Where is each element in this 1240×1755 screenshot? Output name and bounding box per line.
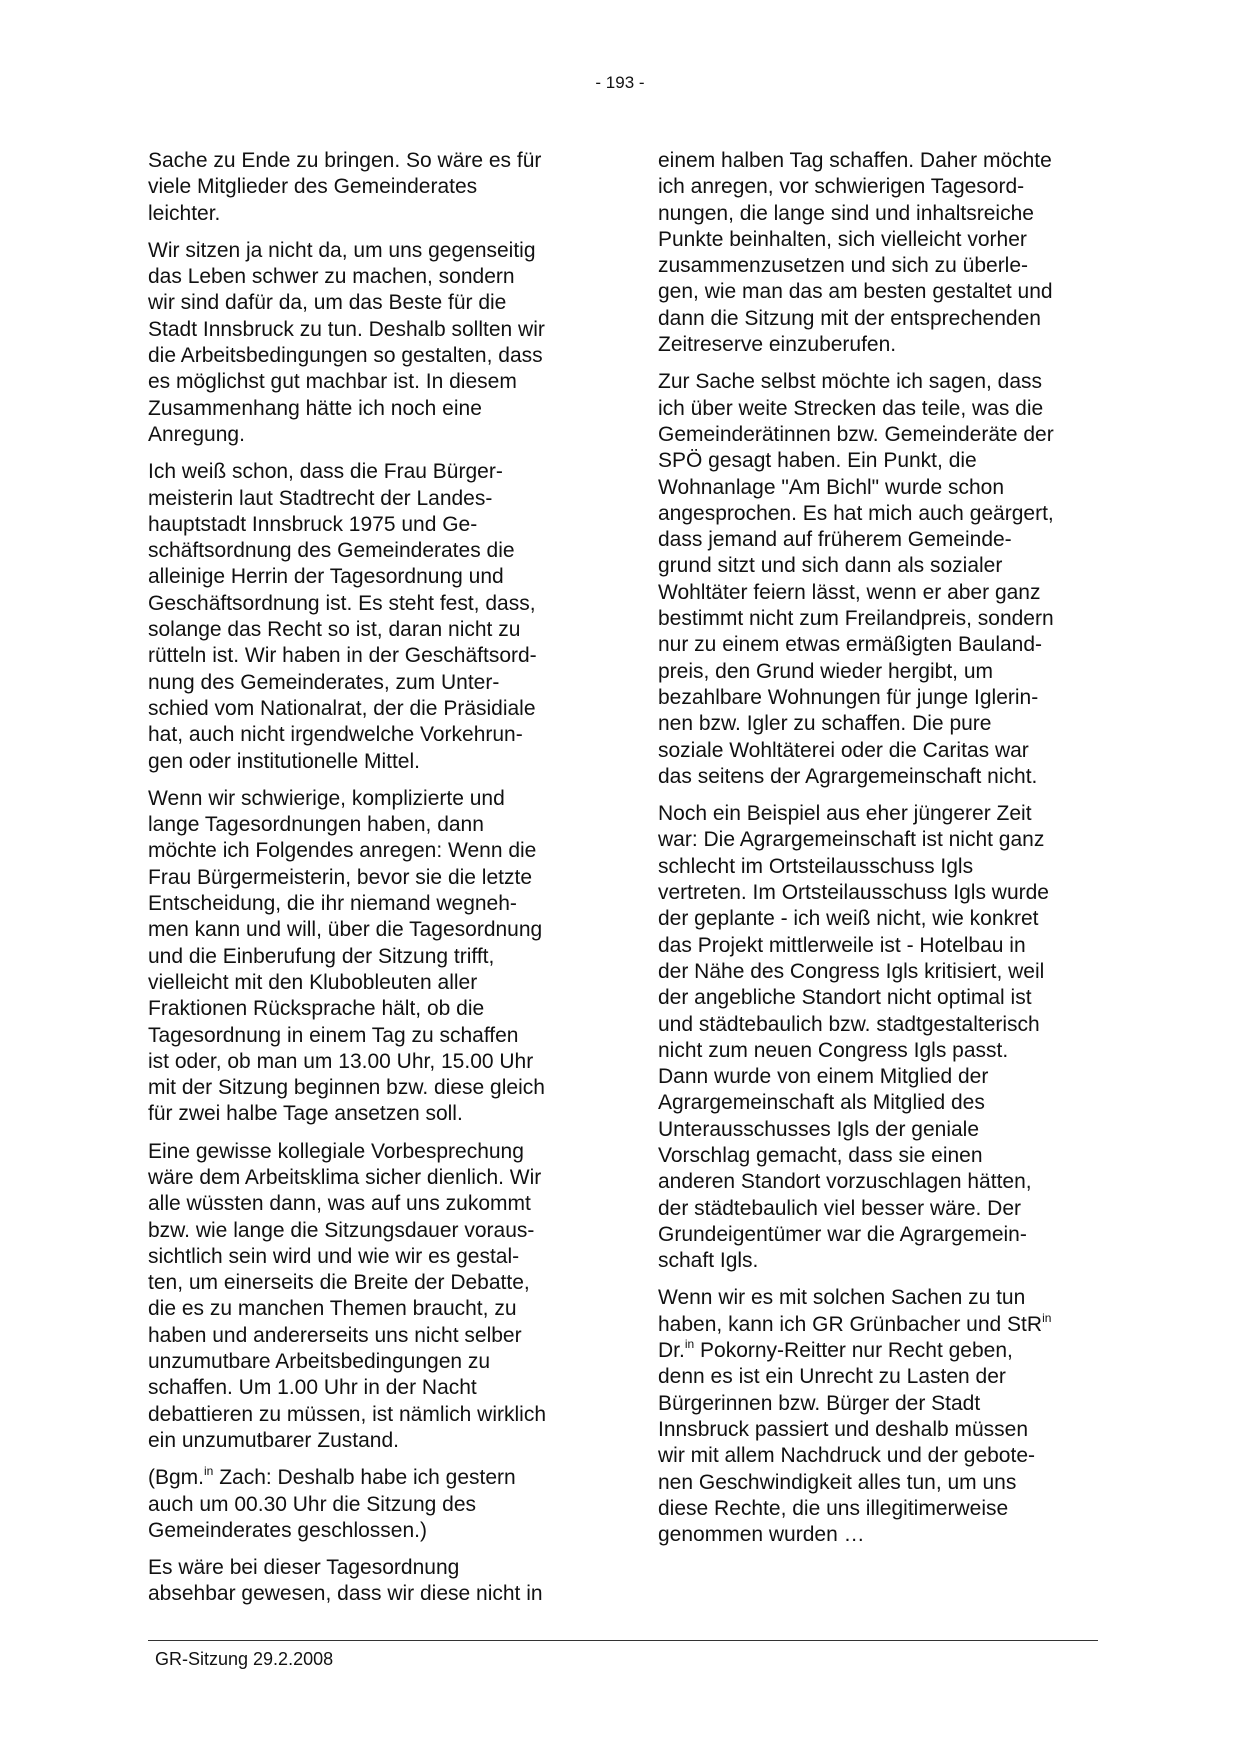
left-column bbox=[148, 148, 586, 1619]
text-line: Eine gewisse kollegiale Vorbesprechung bbox=[148, 1139, 524, 1163]
text-line: auch um 00.30 Uhr die Sitzung des bbox=[148, 1492, 477, 1516]
text-line: anderen Standort vorzuschlagen hätten, bbox=[658, 1170, 1032, 1194]
text-line: schied vom Nationalrat, der die Präsidiale bbox=[148, 696, 536, 720]
text-line: war: Die Agrargemeinschaft ist nicht ganz bbox=[658, 828, 1045, 852]
superscript: in bbox=[1042, 1310, 1052, 1325]
text-line: das seitens der Agrargemeinschaft nicht. bbox=[658, 764, 1038, 788]
text-line: nur zu einem etwas ermäßigten Bauland- bbox=[658, 633, 1043, 657]
text-line: grund sitzt und sich dann als sozialer bbox=[658, 554, 1003, 578]
text-line: Wohltäter feiern lässt, wenn er aber ganz bbox=[658, 580, 1041, 604]
paragraph bbox=[148, 1555, 586, 1608]
text-line: Zeitreserve einzuberufen. bbox=[658, 333, 897, 357]
text-line: Sache zu Ende zu bringen. So wäre es für bbox=[148, 149, 542, 172]
text-line: Pokorny-Reitter nur Recht geben, bbox=[694, 1339, 1013, 1363]
text-line: der Nähe des Congress Igls kritisiert, weil bbox=[658, 959, 1045, 983]
text-line: möchte ich Folgendes anregen: Wenn die bbox=[148, 839, 537, 863]
text-line: men kann und will, über die Tagesordnung bbox=[148, 918, 543, 942]
text-line: einem halben Tag schaffen. Daher möchte bbox=[658, 149, 1052, 172]
text-line: das Leben schwer zu machen, sondern bbox=[148, 265, 515, 289]
text-line: nen Geschwindigkeit alles tun, um uns bbox=[658, 1470, 1017, 1494]
superscript: in bbox=[204, 1464, 214, 1479]
text-line: SPÖ gesagt haben. Ein Punkt, die bbox=[658, 449, 977, 473]
paragraph bbox=[658, 1285, 1098, 1548]
text-line: bezahlbare Wohnungen für junge Iglerin- bbox=[658, 685, 1039, 709]
text-line: Gemeinderates geschlossen.) bbox=[148, 1518, 427, 1542]
text-line: wir sind dafür da, um das Beste für die bbox=[148, 291, 507, 315]
text-line: das Projekt mittlerweile ist - Hotelbau in bbox=[658, 933, 1026, 957]
text-line: Frau Bürgermeisterin, bevor sie die letzte bbox=[148, 865, 532, 889]
text-line: ein unzumutbarer Zustand. bbox=[148, 1428, 399, 1452]
text-line: viele Mitglieder des Gemeinderates bbox=[148, 175, 478, 199]
paragraph-lines bbox=[658, 1365, 1035, 1546]
interjection-lines bbox=[148, 1493, 476, 1542]
text-line: solange das Recht so ist, daran nicht zu bbox=[148, 618, 521, 642]
text-line: wir mit allem Nachdruck und der gebote- bbox=[658, 1444, 1035, 1468]
text-line: nung des Gemeinderates, zum Unter- bbox=[148, 670, 500, 694]
text-line: Vorschlag gemacht, dass sie einen bbox=[658, 1143, 983, 1167]
text-line: wäre dem Arbeitsklima sicher dienlich. Wir bbox=[148, 1165, 542, 1189]
text-line: zusammenzusetzen und sich zu überle- bbox=[658, 254, 1029, 278]
text-line: unzumutbare Arbeitsbedingungen zu bbox=[148, 1350, 491, 1374]
text-line: schaft Igls. bbox=[658, 1249, 759, 1273]
text-line: haben, kann ich GR Grünbacher und StR bbox=[658, 1312, 1043, 1336]
text-line: genommen wurden … bbox=[658, 1523, 865, 1547]
text-line: Anregung. bbox=[148, 422, 245, 446]
text-line: Bürgerinnen bzw. Bürger der Stadt bbox=[658, 1391, 981, 1415]
text-line: dass jemand auf früherem Gemeinde- bbox=[658, 528, 1012, 552]
text-line: debattieren zu müssen, ist nämlich wirklich bbox=[148, 1402, 546, 1426]
text-line: Dann wurde von einem Mitglied der bbox=[658, 1065, 989, 1089]
interjection-prefix: (Bgm. bbox=[148, 1466, 205, 1490]
text-line: der städtebaulich viel besser wäre. Der bbox=[658, 1196, 1022, 1220]
text-line: gen oder institutionelle Mittel. bbox=[148, 749, 420, 773]
text-line: Stadt Innsbruck zu tun. Deshalb sollten wir bbox=[148, 317, 545, 341]
text-line: alle wüssten dann, was auf uns zukommt bbox=[148, 1192, 531, 1216]
text-line: leichter. bbox=[148, 201, 221, 225]
text-line: alleinige Herrin der Tagesordnung und bbox=[148, 565, 504, 589]
paragraph bbox=[148, 238, 586, 448]
text-line: Noch ein Beispiel aus eher jüngerer Zeit bbox=[658, 802, 1032, 826]
text-line: soziale Wohltäterei oder die Caritas war bbox=[658, 738, 1029, 762]
text-line: lange Tagesordnungen haben, dann bbox=[148, 813, 484, 837]
footer-session-date: GR-Sitzung 29.2.2008 bbox=[155, 1649, 334, 1669]
text-line: preis, den Grund wieder hergibt, um bbox=[658, 659, 994, 683]
text-line: schlecht im Ortsteilausschuss Igls bbox=[658, 854, 974, 878]
text-line: Wir sitzen ja nicht da, um uns gegenseitig bbox=[148, 238, 536, 262]
text-line: Zusammenhang hätte ich noch eine bbox=[148, 396, 482, 420]
paragraph bbox=[658, 148, 1098, 358]
text-line: Punkte beinhalten, sich vielleicht vorher bbox=[658, 227, 1027, 251]
text-line: sichtlich sein wird und wie wir es gestal- bbox=[148, 1244, 520, 1268]
text-line: Agrargemeinschaft als Mitglied des bbox=[658, 1091, 985, 1115]
text-line: absehbar gewesen, dass wir diese nicht in bbox=[148, 1582, 543, 1606]
footer-divider bbox=[148, 1640, 1098, 1641]
text-line: Tagesordnung in einem Tag zu schaffen bbox=[148, 1023, 519, 1047]
text-line: bzw. wie lange die Sitzungsdauer voraus- bbox=[148, 1218, 535, 1242]
text-line: der geplante - ich weiß nicht, wie konkret bbox=[658, 907, 1039, 931]
text-line: dann die Sitzung mit der entsprechenden bbox=[658, 306, 1041, 330]
text-line: gen, wie man das am besten gestaltet und bbox=[658, 280, 1053, 304]
text-line: für zwei halbe Tage ansetzen soll. bbox=[148, 1102, 463, 1126]
text-line: Geschäftsordnung ist. Es steht fest, dass, bbox=[148, 591, 536, 615]
text-line: denn es ist ein Unrecht zu Lasten der bbox=[658, 1365, 1006, 1389]
text-line: nen bzw. Igler zu schaffen. Die pure bbox=[658, 712, 992, 736]
text-line: Unterausschusses Igls der geniale bbox=[658, 1117, 980, 1141]
text-line: rütteln ist. Wir haben in der Geschäftsord- bbox=[148, 644, 537, 668]
text-line: der angebliche Standort nicht optimal ist bbox=[658, 986, 1032, 1010]
paragraph bbox=[658, 369, 1098, 790]
text-line: mit der Sitzung beginnen bzw. diese gleich bbox=[148, 1076, 545, 1100]
paragraph bbox=[148, 459, 586, 775]
text-line: Grundeigentümer war die Agrargemein- bbox=[658, 1222, 1027, 1246]
text-line: ich über weite Strecken das teile, was die bbox=[658, 396, 1044, 420]
text-line: angesprochen. Es hat mich auch geärgert, bbox=[658, 501, 1054, 525]
text-line: nungen, die lange sind und inhaltsreiche bbox=[658, 201, 1034, 225]
text-line: und die Einberufung der Sitzung trifft, bbox=[148, 944, 495, 968]
text-line: und städtebaulich bzw. stadtgestalterisch bbox=[658, 1012, 1040, 1036]
interjection-paragraph bbox=[148, 1465, 586, 1544]
text-line: es möglichst gut machbar ist. In diesem bbox=[148, 370, 517, 394]
text-line: Ich weiß schon, dass die Frau Bürger- bbox=[148, 460, 503, 484]
text-line: schäftsordnung des Gemeinderates die bbox=[148, 539, 515, 563]
text-line: nicht zum neuen Congress Igls passt. bbox=[658, 1038, 1009, 1062]
text-line: ich anregen, vor schwierigen Tagesord- bbox=[658, 175, 1025, 199]
text-line: haben und andererseits uns nicht selber bbox=[148, 1323, 522, 1347]
paragraph bbox=[148, 148, 586, 227]
text-line: Entscheidung, die ihr niemand wegneh- bbox=[148, 892, 517, 916]
paragraph bbox=[148, 786, 586, 1128]
superscript: in bbox=[684, 1337, 695, 1352]
text-line: schaffen. Um 1.00 Uhr in der Nacht bbox=[148, 1376, 477, 1400]
text-line: hat, auch nicht irgendwelche Vorkehrun- bbox=[148, 723, 523, 747]
text-line: diese Rechte, die uns illegitimerweise bbox=[658, 1496, 1009, 1520]
text-line: Gemeinderätinnen bzw. Gemeinderäte der bbox=[658, 422, 1054, 446]
right-column bbox=[658, 148, 1098, 1559]
paragraph bbox=[658, 801, 1098, 1274]
page-number: - 193 - bbox=[595, 73, 645, 92]
text-line: ist oder, ob man um 13.00 Uhr, 15.00 Uhr bbox=[148, 1049, 534, 1073]
text-line: bestimmt nicht zum Freilandpreis, sondern bbox=[658, 607, 1054, 631]
text-line: Es wäre bei dieser Tagesordnung bbox=[148, 1556, 460, 1580]
text-line: Wohnanlage "Am Bichl" wurde schon bbox=[658, 475, 1005, 499]
text-line: ten, um einerseits die Breite der Debatte, bbox=[148, 1271, 530, 1295]
text-line: Zur Sache selbst möchte ich sagen, dass bbox=[658, 370, 1043, 394]
text-line: vielleicht mit den Klubobleuten aller bbox=[148, 970, 478, 994]
text-line: vertreten. Im Ortsteilausschuss Igls wurde bbox=[658, 881, 1049, 905]
text-line: Wenn wir schwierige, komplizierte und bbox=[148, 786, 505, 810]
text-line: Wenn wir es mit solchen Sachen zu tun bbox=[658, 1286, 1026, 1310]
paragraph bbox=[148, 1139, 586, 1455]
text-line: Innsbruck passiert und deshalb müssen bbox=[658, 1417, 1029, 1441]
text-line: hauptstadt Innsbruck 1975 und Ge- bbox=[148, 512, 478, 536]
text-line: die Arbeitsbedingungen so gestalten, dass bbox=[148, 344, 543, 368]
text-line: die es zu manchen Themen braucht, zu bbox=[148, 1297, 517, 1321]
interjection-text: Zach: Deshalb habe ich gestern bbox=[213, 1466, 516, 1490]
text-line: meisterin laut Stadtrecht der Landes- bbox=[148, 486, 493, 510]
text-line: Fraktionen Rücksprache hält, ob die bbox=[148, 997, 485, 1021]
text-line: Dr. bbox=[658, 1339, 685, 1363]
